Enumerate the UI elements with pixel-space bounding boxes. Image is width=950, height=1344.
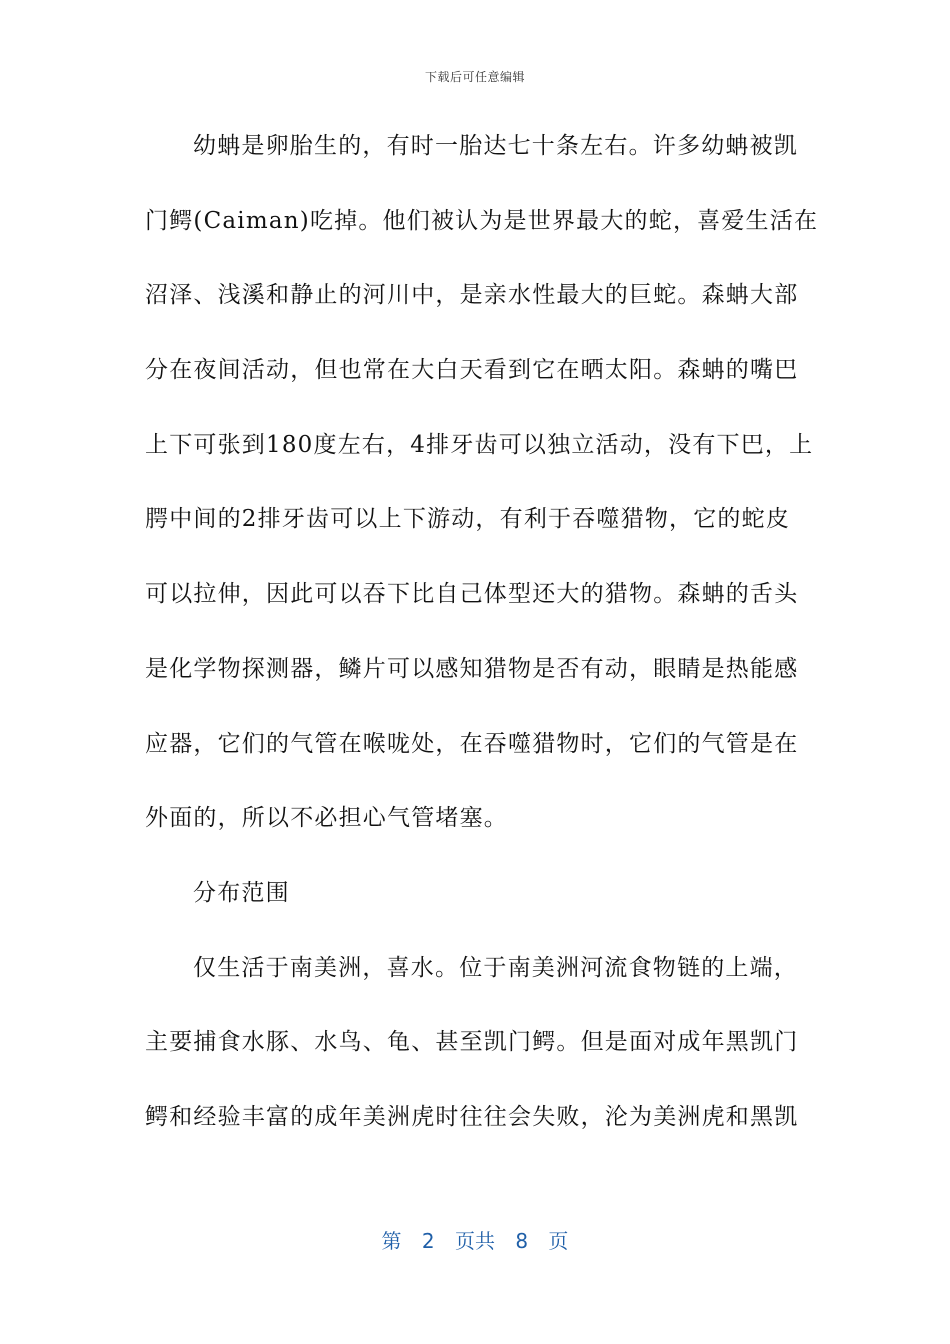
page-header-note: 下载后可任意编辑 [424, 70, 525, 84]
body-line: 外面的，所以不必担心气管堵塞。 [145, 805, 508, 832]
body-line: 仅生活于南美洲，喜水。位于南美洲河流食物链的上端， [193, 954, 798, 981]
body-line: 鳄和经验丰富的成年美洲虎时往往会失败，沦为美洲虎和黑凯 [145, 1103, 799, 1130]
body-line: 上下可张到180度左右，4排牙齿可以独立活动，没有下巴，上 [145, 431, 814, 458]
page-number-footer: 第 2 页共 8 页 [381, 1229, 569, 1253]
body-line: 门鳄(Caiman)吃掉。他们被认为是世界最大的蛇，喜爱生活在 [145, 207, 819, 234]
body-line: 幼蚺是卵胎生的，有时一胎达七十条左右。许多幼蚺被凯 [193, 133, 798, 159]
body-line: 沼泽、浅溪和静止的河川中，是亲水性最大的巨蛇。森蚺大部 [145, 282, 799, 309]
body-line: 主要捕食水豚、水鸟、龟、甚至凯门鳄。但是面对成年黑凯门 [145, 1029, 799, 1056]
body-line: 分在夜间活动，但也常在大白天看到它在晒太阳。森蚺的嘴巴 [145, 357, 799, 384]
body-line: 腭中间的2排牙齿可以上下游动，有利于吞噬猎物，它的蛇皮 [145, 506, 791, 533]
body-line: 应器，它们的气管在喉咙处，在吞噬猎物时，它们的气管是在 [145, 730, 799, 757]
body-line: 可以拉伸，因此可以吞下比自己体型还大的猎物。森蚺的舌头 [145, 581, 799, 608]
document-body [145, 126, 819, 1172]
section-heading: 分布范围 [193, 879, 290, 906]
body-line: 是化学物探测器，鳞片可以感知猎物是否有动，眼睛是热能感 [145, 655, 799, 682]
